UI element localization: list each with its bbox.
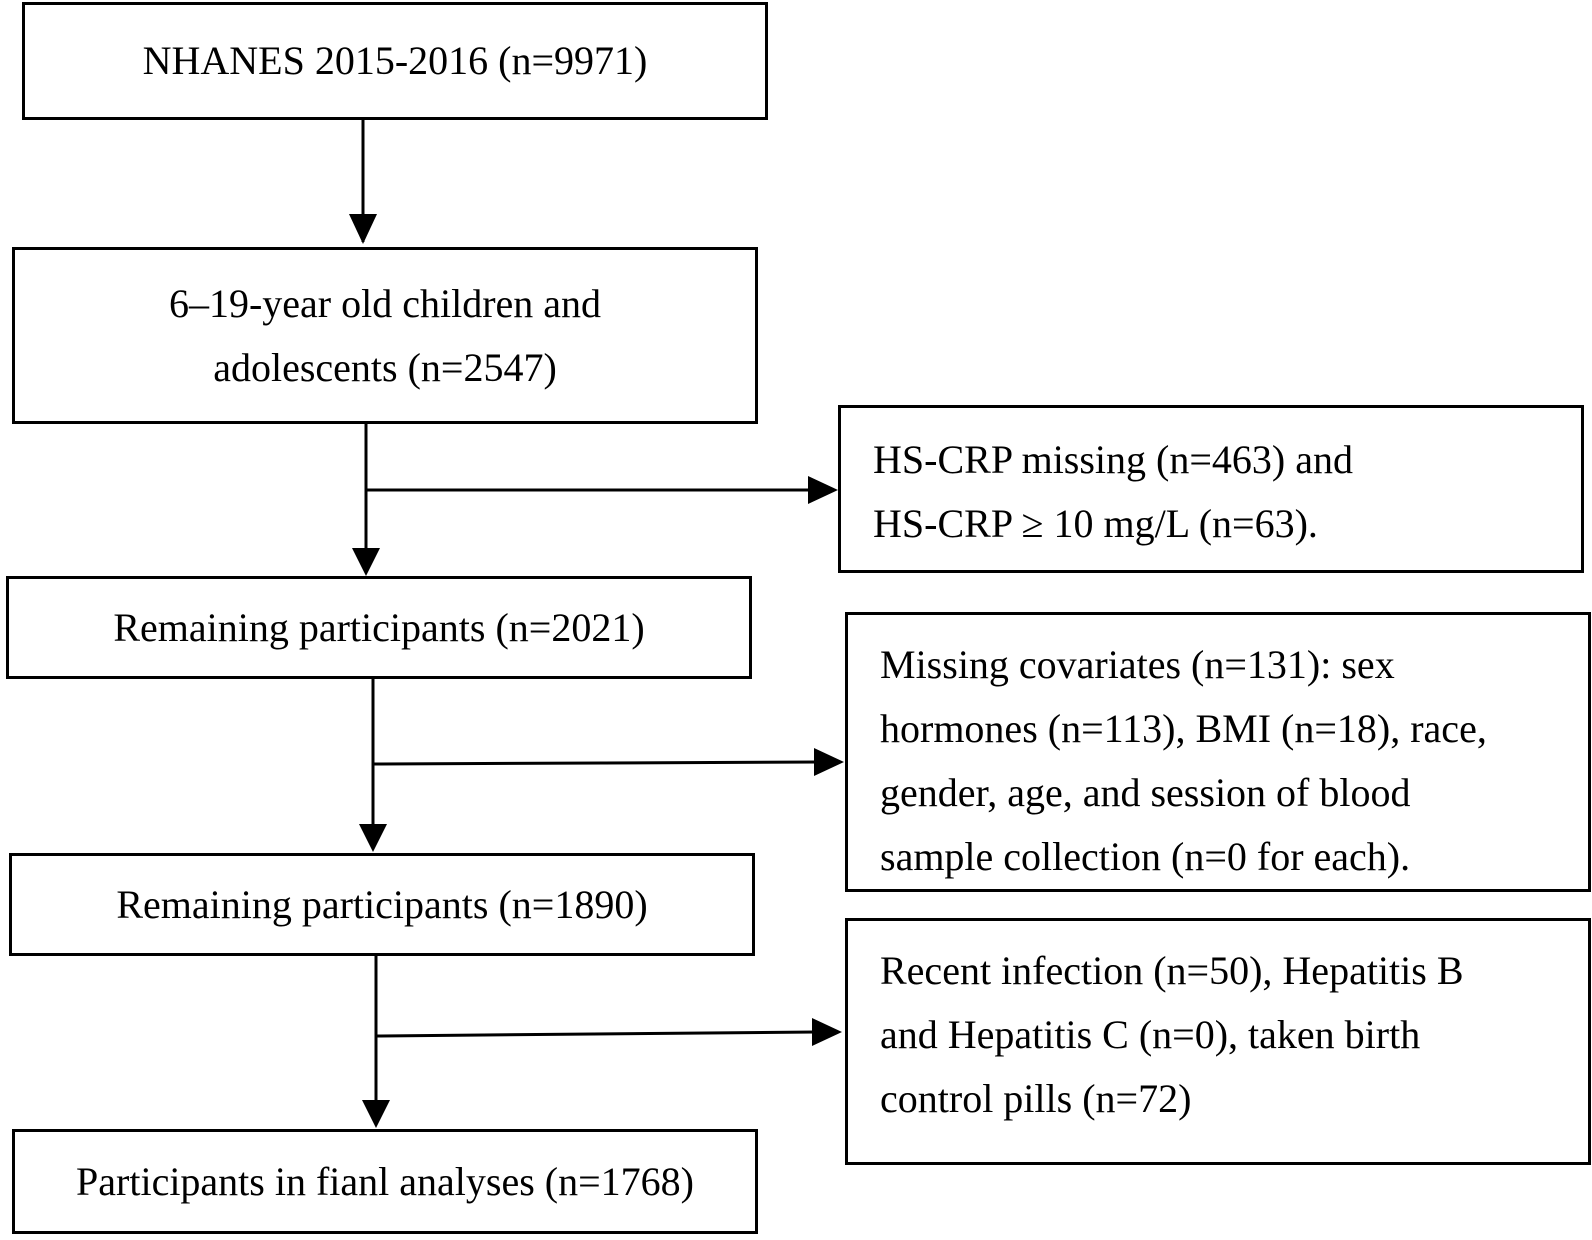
box-text-line: Remaining participants (n=2021): [113, 604, 645, 650]
box-nhanes-total: [22, 2, 768, 120]
box-remaining-2021: [6, 576, 752, 679]
box-text-line: sample collection (n=0 for each).: [880, 834, 1411, 879]
arrow-exclusion-2-head: [814, 748, 844, 776]
arrow-main-1-head: [349, 214, 377, 244]
box-text-line: gender, age, and session of blood: [880, 770, 1411, 815]
arrow-exclusion-2: [373, 762, 820, 764]
arrow-exclusion-1-head: [808, 476, 838, 504]
box-text-line: hormones (n=113), BMI (n=18), race,: [880, 706, 1487, 751]
arrow-exclusion-3-head: [812, 1018, 842, 1046]
box-final-analyses: [12, 1129, 758, 1234]
box-text-line: NHANES 2015-2016 (n=9971): [142, 38, 648, 83]
box-text-line: adolescents (n=2547): [213, 344, 557, 390]
box-exclusion-hscrp: [838, 405, 1584, 573]
box-exclusion-infection: [845, 918, 1591, 1165]
arrow-main-3-head: [359, 824, 387, 852]
box-exclusion-covariates: [845, 612, 1591, 892]
box-text-line: and Hepatitis C (n=0), taken birth: [880, 1012, 1421, 1057]
arrow-main-2-head: [352, 548, 380, 576]
box-remaining-1890: [9, 853, 755, 956]
box-text-line: control pills (n=72): [880, 1076, 1192, 1121]
box-children-adolescents: [12, 247, 758, 424]
arrow-exclusion-3: [376, 1032, 816, 1036]
box-text-line: Recent infection (n=50), Hepatitis B: [880, 948, 1464, 993]
box-text-line: Participants in fianl analyses (n=1768): [76, 1158, 694, 1204]
box-text-line: HS-CRP ≥ 10 mg/L (n=63).: [873, 501, 1318, 546]
box-text-line: Missing covariates (n=131): sex: [880, 642, 1395, 687]
box-text-line: 6–19-year old children and: [168, 280, 602, 326]
arrow-main-4-head: [362, 1100, 390, 1128]
box-text-line: HS-CRP missing (n=463) and: [873, 437, 1353, 482]
box-text-line: Remaining participants (n=1890): [116, 881, 648, 927]
